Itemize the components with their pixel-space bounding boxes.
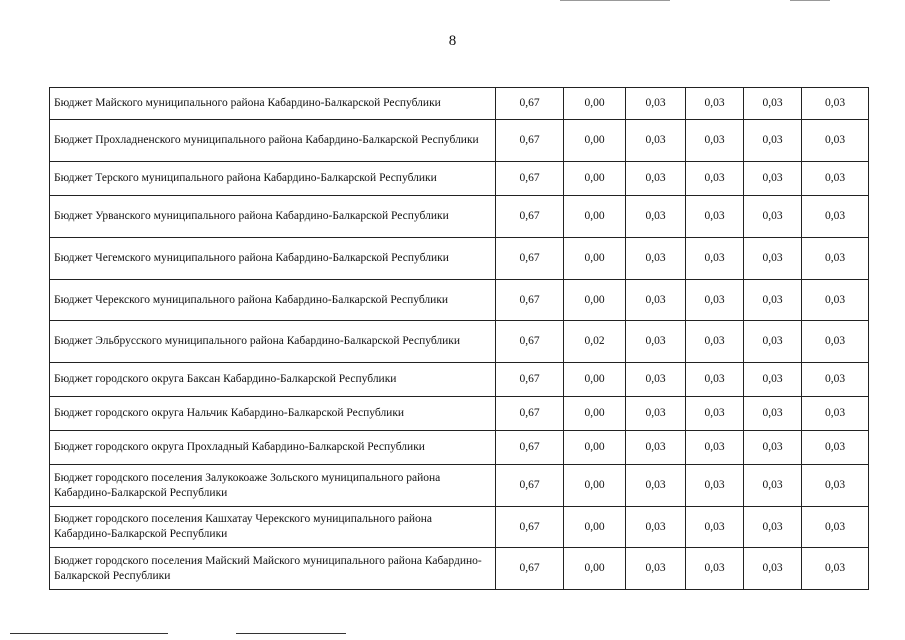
value-cell: 0,03 xyxy=(686,397,744,431)
value-cell: 0,03 xyxy=(686,162,744,196)
value-cell: 0,03 xyxy=(802,363,869,397)
value-cell: 0,03 xyxy=(744,363,802,397)
value-cell: 0,03 xyxy=(802,548,869,590)
budget-table xyxy=(49,87,869,590)
page-number: 8 xyxy=(448,33,457,49)
value-cell: 0,03 xyxy=(626,363,686,397)
scan-mark xyxy=(790,0,830,1)
value-cell: 0,00 xyxy=(564,120,626,162)
budget-name-cell: Бюджет Майского муниципального района Кабардино-Балкарской Республики xyxy=(50,88,496,120)
value-cell: 0,67 xyxy=(496,321,564,363)
value-cell: 0,00 xyxy=(564,280,626,321)
value-cell: 0,67 xyxy=(496,507,564,548)
value-cell: 0,03 xyxy=(802,196,869,238)
value-cell: 0,03 xyxy=(686,238,744,280)
table-row xyxy=(50,465,869,507)
table-row xyxy=(50,321,869,363)
value-cell: 0,03 xyxy=(626,88,686,120)
table-row xyxy=(50,507,869,548)
value-cell: 0,03 xyxy=(744,321,802,363)
value-cell: 0,03 xyxy=(744,238,802,280)
value-cell: 0,03 xyxy=(744,397,802,431)
value-cell: 0,00 xyxy=(564,431,626,465)
value-cell: 0,67 xyxy=(496,120,564,162)
value-cell: 0,03 xyxy=(626,465,686,507)
value-cell: 0,03 xyxy=(626,548,686,590)
value-cell: 0,00 xyxy=(564,465,626,507)
budget-name-cell: Бюджет городского поселения Майский Майского муниципального района Кабардино-Балкарской Республики xyxy=(50,548,496,590)
value-cell: 0,03 xyxy=(626,507,686,548)
value-cell: 0,03 xyxy=(802,280,869,321)
value-cell: 0,03 xyxy=(802,88,869,120)
table-row xyxy=(50,238,869,280)
value-cell: 0,03 xyxy=(744,507,802,548)
value-cell: 0,03 xyxy=(626,280,686,321)
value-cell: 0,03 xyxy=(686,363,744,397)
budget-name-cell: Бюджет городского округа Баксан Кабардино-Балкарской Республики xyxy=(50,363,496,397)
budget-name-cell: Бюджет Урванского муниципального района Кабардино-Балкарской Республики xyxy=(50,196,496,238)
value-cell: 0,03 xyxy=(686,507,744,548)
value-cell: 0,00 xyxy=(564,397,626,431)
value-cell: 0,67 xyxy=(496,280,564,321)
budget-name-cell: Бюджет городского округа Нальчик Кабардино-Балкарской Республики xyxy=(50,397,496,431)
table-row xyxy=(50,162,869,196)
value-cell: 0,00 xyxy=(564,88,626,120)
value-cell: 0,03 xyxy=(744,162,802,196)
budget-name-cell: Бюджет городского поселения Залукокоаже Зольского муниципального района Кабардино-Балкарской Республики xyxy=(50,465,496,507)
value-cell: 0,67 xyxy=(496,431,564,465)
value-cell: 0,03 xyxy=(626,321,686,363)
value-cell: 0,67 xyxy=(496,548,564,590)
value-cell: 0,03 xyxy=(626,196,686,238)
value-cell: 0,03 xyxy=(626,397,686,431)
value-cell: 0,00 xyxy=(564,162,626,196)
value-cell: 0,67 xyxy=(496,162,564,196)
value-cell: 0,03 xyxy=(626,120,686,162)
value-cell: 0,03 xyxy=(802,465,869,507)
value-cell: 0,03 xyxy=(686,465,744,507)
value-cell: 0,03 xyxy=(686,321,744,363)
value-cell: 0,67 xyxy=(496,196,564,238)
value-cell: 0,67 xyxy=(496,397,564,431)
value-cell: 0,03 xyxy=(802,238,869,280)
value-cell: 0,67 xyxy=(496,238,564,280)
budget-name-cell: Бюджет Чегемского муниципального района Кабардино-Балкарской Республики xyxy=(50,238,496,280)
value-cell: 0,00 xyxy=(564,196,626,238)
table-row xyxy=(50,280,869,321)
table-row xyxy=(50,88,869,120)
value-cell: 0,67 xyxy=(496,363,564,397)
value-cell: 0,03 xyxy=(744,465,802,507)
footer-rule xyxy=(10,633,168,634)
value-cell: 0,03 xyxy=(686,196,744,238)
value-cell: 0,03 xyxy=(744,548,802,590)
value-cell: 0,03 xyxy=(802,162,869,196)
footer-rule xyxy=(236,633,346,634)
value-cell: 0,03 xyxy=(802,507,869,548)
budget-name-cell: Бюджет Эльбрусского муниципального района Кабардино-Балкарской Республики xyxy=(50,321,496,363)
value-cell: 0,03 xyxy=(686,88,744,120)
value-cell: 0,03 xyxy=(626,162,686,196)
scan-mark xyxy=(560,0,670,1)
value-cell: 0,03 xyxy=(686,280,744,321)
table-row xyxy=(50,120,869,162)
value-cell: 0,03 xyxy=(686,548,744,590)
value-cell: 0,03 xyxy=(802,120,869,162)
budget-name-cell: Бюджет городского поселения Кашхатау Черекского муниципального района Кабардино-Балкарской Республики xyxy=(50,507,496,548)
table-row xyxy=(50,548,869,590)
value-cell: 0,67 xyxy=(496,88,564,120)
table-row xyxy=(50,397,869,431)
table-row xyxy=(50,196,869,238)
value-cell: 0,67 xyxy=(496,465,564,507)
table-row xyxy=(50,431,869,465)
value-cell: 0,03 xyxy=(802,321,869,363)
value-cell: 0,03 xyxy=(744,431,802,465)
value-cell: 0,03 xyxy=(686,431,744,465)
value-cell: 0,03 xyxy=(744,280,802,321)
budget-name-cell: Бюджет Черекского муниципального района Кабардино-Балкарской Республики xyxy=(50,280,496,321)
budget-name-cell: Бюджет Терского муниципального района Кабардино-Балкарской Республики xyxy=(50,162,496,196)
value-cell: 0,00 xyxy=(564,507,626,548)
budget-name-cell: Бюджет Прохладненского муниципального района Кабардино-Балкарской Республики xyxy=(50,120,496,162)
value-cell: 0,03 xyxy=(744,196,802,238)
value-cell: 0,03 xyxy=(744,88,802,120)
value-cell: 0,03 xyxy=(626,431,686,465)
value-cell: 0,02 xyxy=(564,321,626,363)
value-cell: 0,00 xyxy=(564,238,626,280)
value-cell: 0,00 xyxy=(564,363,626,397)
value-cell: 0,03 xyxy=(626,238,686,280)
value-cell: 0,03 xyxy=(802,397,869,431)
budget-name-cell: Бюджет городского округа Прохладный Кабардино-Балкарской Республики xyxy=(50,431,496,465)
value-cell: 0,00 xyxy=(564,548,626,590)
table-row xyxy=(50,363,869,397)
value-cell: 0,03 xyxy=(802,431,869,465)
value-cell: 0,03 xyxy=(744,120,802,162)
value-cell: 0,03 xyxy=(686,120,744,162)
